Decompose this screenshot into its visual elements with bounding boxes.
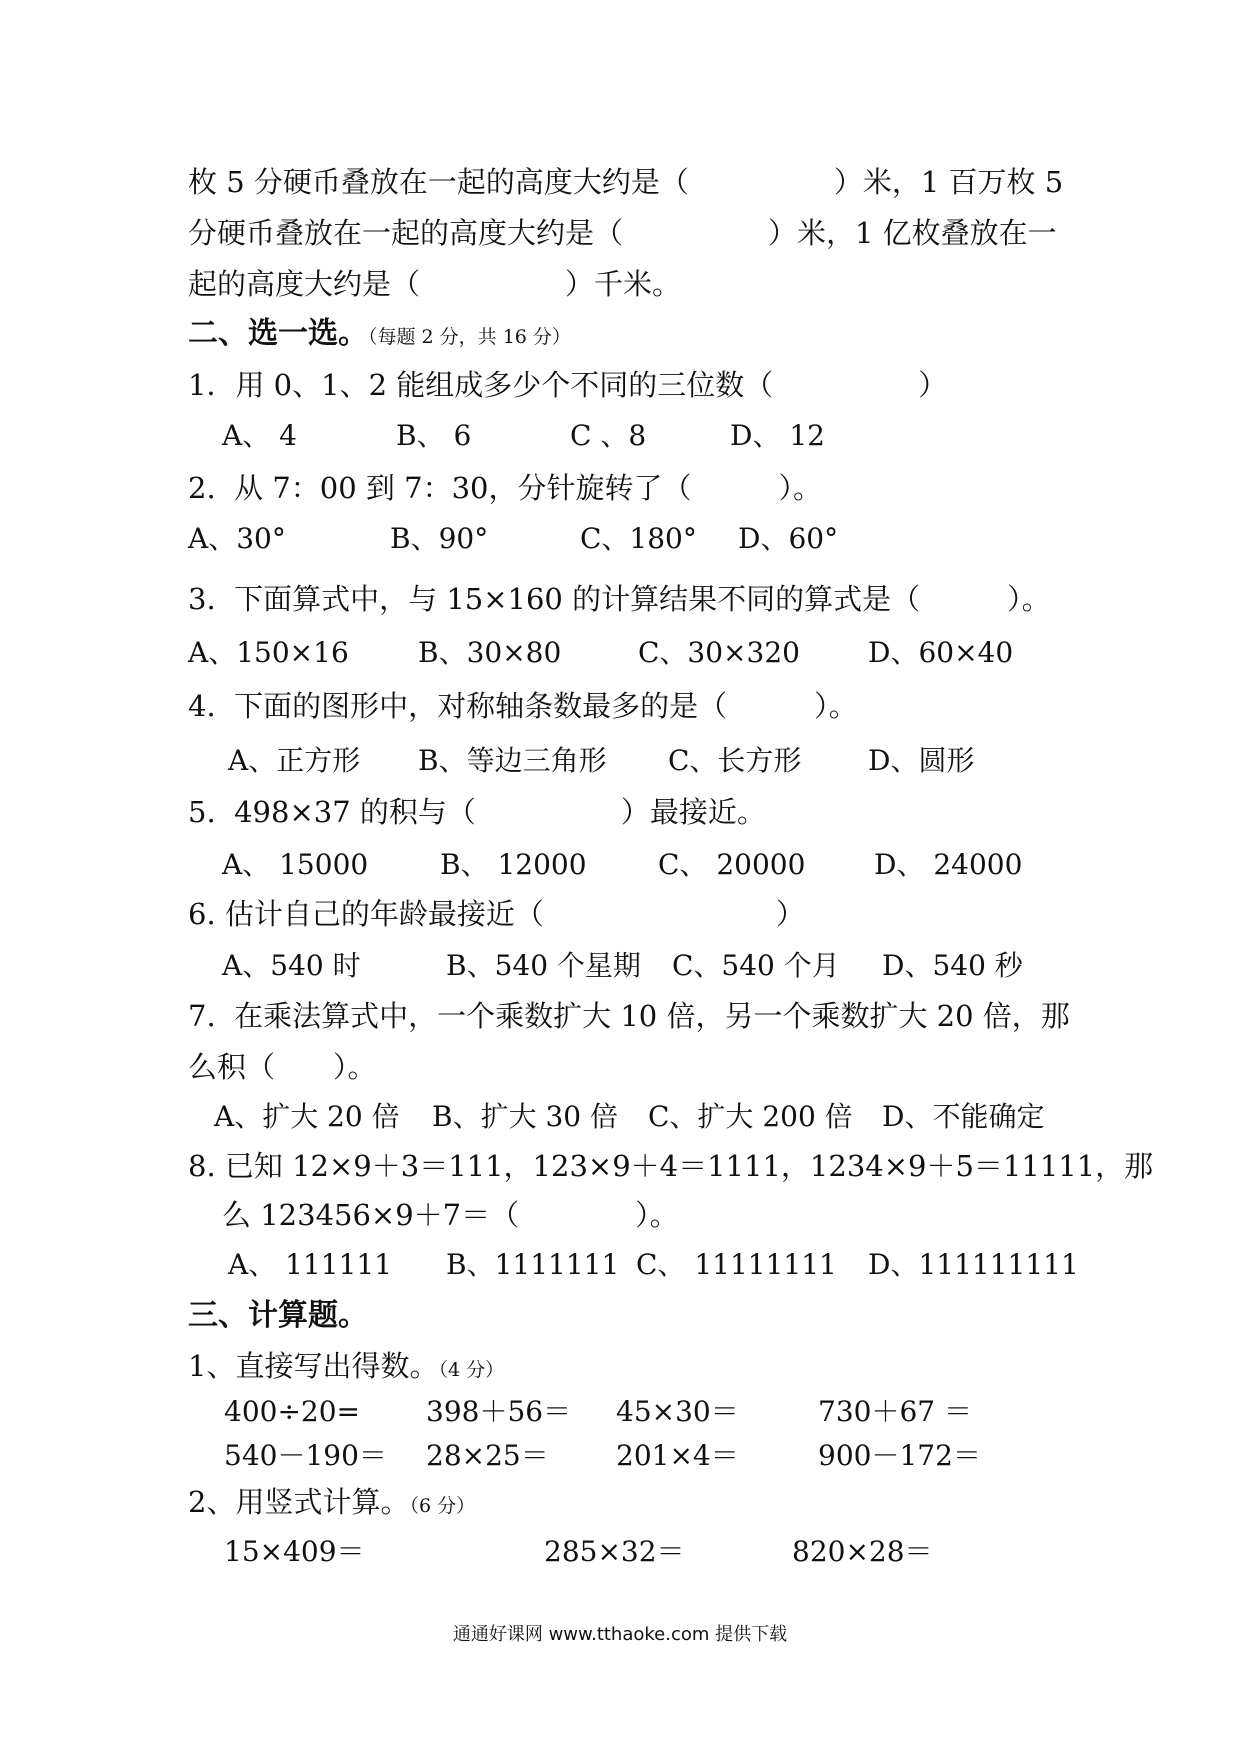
q6-option-c: C、540 个月 [672, 949, 840, 982]
q1-option-d: D、 12 [730, 419, 825, 452]
calc-2-item: 285×32＝ [544, 1535, 685, 1568]
intro-line-3: 起的高度大约是（ ）千米。 [188, 267, 682, 301]
q6-stem: 6. 估计自己的年龄最接近（ ） [188, 897, 805, 931]
q3-option-b: B、30×80 [418, 636, 562, 669]
calc-1-heading [188, 1346, 504, 1390]
calc-1-item: 900－172＝ [818, 1439, 981, 1472]
q4-option-b: B、等边三角形 [418, 744, 607, 777]
q5-option-b: B、 12000 [440, 848, 587, 881]
calc-1-item: 400÷20= [224, 1395, 360, 1428]
q8-stem-line-2: 么 123456×9＋7＝（ ）。 [222, 1198, 679, 1232]
q7-option-c: C、扩大 200 倍 [648, 1100, 853, 1133]
q7-option-d: D、不能确定 [882, 1100, 1045, 1133]
q2-option-a: A、30° [188, 522, 286, 555]
calc-1-item: 540－190＝ [224, 1439, 387, 1472]
q8-stem-line-1: 8. 已知 12×9＋3＝111，123×9＋4＝1111，1234×9＋5＝11111，那 [188, 1149, 1154, 1183]
section-3-title: 三、计算题。 [188, 1298, 368, 1333]
calc-1-item: 201×4＝ [616, 1439, 739, 1472]
calc-2-title: 2、用竖式计算。 [188, 1485, 410, 1519]
q3-stem: 3. 下面算式中，与 15×160 的计算结果不同的算式是（ ）。 [188, 582, 1051, 616]
q1-stem: 1．用 0、1、2 能组成多少个不同的三位数（ ） [188, 368, 948, 402]
q4-option-a: A、正方形 [228, 744, 361, 777]
intro-line-1: 枚 5 分硬币叠放在一起的高度大约是（ ）米，1 百万枚 5 [188, 165, 1064, 199]
q5-option-d: D、 24000 [874, 848, 1023, 881]
calc-2-item: 820×28＝ [792, 1535, 933, 1568]
calc-1-item: 398＋56＝ [426, 1395, 572, 1428]
q8-option-d: D、111111111 [868, 1248, 1079, 1281]
q2-stem: 2. 从 7：00 到 7：30，分针旋转了（ ）。 [188, 471, 822, 505]
calc-1-title: 1、直接写出得数。 [188, 1349, 439, 1383]
q5-stem: 5. 498×37 的积与（ ）最接近。 [188, 795, 766, 829]
q2-option-c: C、180° [580, 522, 697, 555]
q8-option-a: A、 111111 [228, 1248, 393, 1281]
q5-option-a: A、 15000 [222, 848, 369, 881]
q6-option-a: A、540 时 [222, 949, 361, 982]
calc-1-note: （4 分） [438, 1359, 505, 1381]
q1-option-a: A、 4 [222, 419, 297, 452]
q5-option-c: C、 20000 [658, 848, 806, 881]
section-2-title: 二、选一选。 [188, 316, 368, 351]
calc-1-item: 45×30＝ [616, 1395, 739, 1428]
q4-option-c: C、长方形 [668, 744, 802, 777]
section-2-heading [188, 314, 571, 357]
page-footer: 通通好课网 www.tthaoke.com 提供下载 [452, 1624, 788, 1645]
q1-option-c: C 、8 [570, 419, 647, 452]
q8-option-c: C、 11111111 [636, 1248, 837, 1281]
q3-option-d: D、60×40 [868, 636, 1014, 669]
calc-2-note: （6 分） [409, 1495, 476, 1517]
q3-option-c: C、30×320 [638, 636, 800, 669]
calc-2-item: 15×409＝ [224, 1535, 365, 1568]
calc-2-heading [188, 1482, 475, 1526]
intro-line-2: 分硬币叠放在一起的高度大约是（ ）米，1 亿枚叠放在一 [188, 216, 1057, 250]
q2-option-b: B、90° [390, 522, 489, 555]
q8-option-b: B、1111111 [446, 1248, 620, 1281]
q3-option-a: A、150×16 [188, 636, 349, 669]
q4-stem: 4. 下面的图形中，对称轴条数最多的是（ ）。 [188, 689, 858, 723]
q7-option-a: A、扩大 20 倍 [214, 1100, 400, 1133]
q7-stem-line-2: 么积（ ）。 [188, 1050, 377, 1084]
calc-1-item: 28×25＝ [426, 1439, 549, 1472]
q1-option-b: B、 6 [396, 419, 472, 452]
q6-option-d: D、540 秒 [882, 949, 1023, 982]
section-2-note: （每题 2 分，共 16 分） [368, 326, 571, 348]
q4-option-d: D、圆形 [868, 744, 975, 777]
calc-1-item: 730＋67 ＝ [818, 1395, 972, 1428]
q2-option-d: D、60° [738, 522, 839, 555]
q7-stem-line-1: 7. 在乘法算式中，一个乘数扩大 10 倍，另一个乘数扩大 20 倍，那 [188, 999, 1070, 1033]
q6-option-b: B、540 个星期 [446, 949, 641, 982]
q7-option-b: B、扩大 30 倍 [432, 1100, 619, 1133]
